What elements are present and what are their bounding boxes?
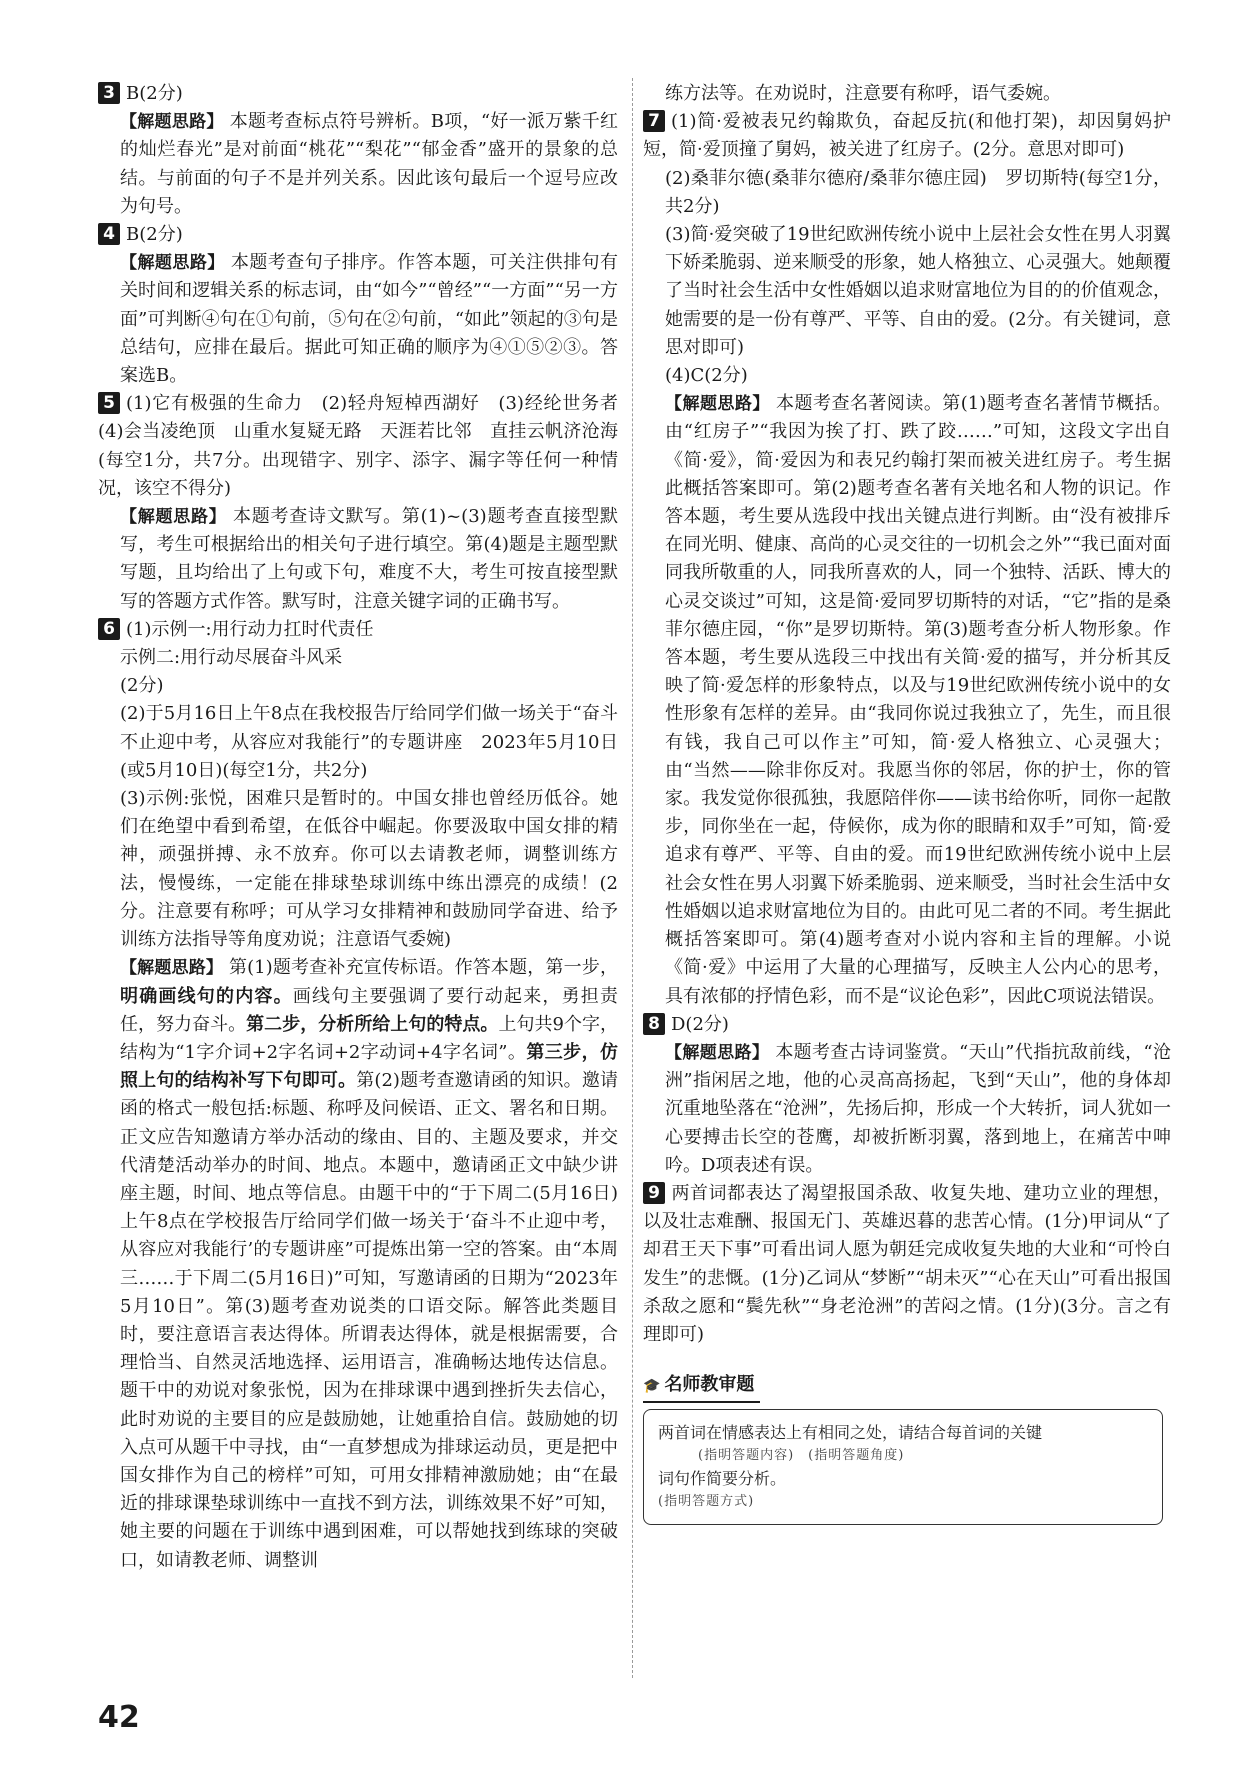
question-number-9: 9 [643,1182,665,1204]
question-6 [98,616,618,644]
question-9 [643,1180,1171,1349]
q4-explanation [98,249,618,390]
question-number-6: 6 [98,618,120,640]
teacher-tips-line-1: 两首词在情感表达上有相同之处，请结合每首词的关键 [658,1423,1043,1443]
q8-explanation [643,1039,1171,1180]
q7-explanation [643,390,1171,1010]
q9-answer: 两首词都表达了渴望报国杀敌、收复失地、建功立业的理想，以及壮志难酬、报国无门、英雄迟暮的悲苦心情。(1分)甲词从“了却君王天下事”可看出词人愿为朝廷完成收复失地的大业和“可怜白发生”的悲慨。(1分)乙词从“梦断”“胡未灭”“心在天山”可看出报国杀敌之愿和“鬓先秋”“身老沧洲”的苦闷之情。(1分)(3分。言之有理即可) [643,1182,1171,1345]
teacher-tips-note-2: (指明答题方式) [658,1494,755,1510]
question-number-5: 5 [98,392,120,414]
q6-step3-bold: 第三步，仿照上句的结构补写下句即可。 [120,1041,618,1092]
q3-text: 本题考查标点符号辨析。B项，“好一派万紫千红的灿烂春光”是对前面“桃花”“梨花”“郁金香”盛开的景象的总结。与前面的句子不是并列关系。因此该句最后一个逗号应改为句号。 [120,111,619,217]
q4-answer: B(2分) [126,224,183,246]
teacher-tips-title [643,1371,760,1403]
question-7 [643,108,1171,164]
question-5 [98,390,636,503]
q6-step1: 第(1)题考查补充宣传标语。作答本题，第一步， [228,957,618,979]
q6-answer-5: (3)示例:张悦，困难只是暂时的。中国女排也曾经历低谷。她们在绝望中看到希望，在低谷中崛起。你要汲取中国女排的精神，顽强拼搏、永不放弃。你可以去请教老师，调整训练方法，慢慢练，一定能在排球垫球训练中练出漂亮的成绩！(2分。注意要有称呼；可从学习女排精神和鼓励同学奋进、给予训练方法指导等角度劝说；注意语气委婉) [120,788,618,951]
q4-text: 本题考查句子排序。作答本题，可关注供排句有关时间和逻辑关系的标志词，由“如今”“曾经”“一方面”“另一方面”可判断④句在①句前，⑤句在②句前，“如此”领起的③句是总结句，应排在最后。据此可知正确的顺序为④①⑤②③。答案选B。 [120,252,619,387]
q8-answer: D(2分) [671,1013,729,1035]
q5-text: 本题考查诗文默写。第(1)~(3)题考查直接型默写，考生可根据给出的相关句子进行填空。第(4)题是主题型默写题，且均给出了上句或下句，难度不大，考生可按直接型默写的答题方式作答。默写时，注意关键字词的正确书写。 [120,506,618,612]
question-number-7: 7 [643,110,665,132]
right-column [643,80,1171,1525]
q3-answer: B(2分) [126,83,183,104]
teacher-tips-box [643,1409,1163,1525]
question-number-4: 4 [98,223,120,245]
q7-answer-1: (1)简·爱被表兄约翰欺负，奋起反抗(和他打架)，却因舅妈护短，简·爱顶撞了舅妈，被关进了红房子。(2分。意思对即可) [643,111,1171,161]
question-number-3: 3 [98,82,120,104]
question-4 [98,221,618,249]
q7-answer-2: (2)桑菲尔德(桑菲尔德府/桑菲尔德庄园) 罗切斯特(每空1分，共2分) [665,167,1171,217]
q6-answer-3: (2分) [120,675,164,697]
teacher-tips-note-1: (指明答题内容) (指明答题角度) [698,1448,905,1464]
question-3 [98,80,618,108]
question-number-8: 8 [643,1013,665,1035]
q6-answer-4: (2)于5月16日上午8点在我校报告厅给同学们做一场关于“奋斗不止迎中考，从容应对我能行”的专题讲座 2023年5月10日(或5月10日)(每空1分，共2分) [120,703,618,781]
q6-step1-bold: 明确画线句的内容。 [120,985,293,1007]
teacher-hat-icon: 🎓 [643,1378,661,1395]
q8-text: 本题考查古诗词鉴赏。“天山”代指抗敌前线，“沧洲”指闲居之地，他的心灵高高扬起，飞到“天山”，他的身体却沉重地坠落在“沧洲”，先扬后抑，形成一个大转折，词人犹如一心要搏击长空的苍鹰，却被折断羽翼，落到地上，在痛苦中呻吟。D项表述有误。 [665,1041,1172,1176]
q6-step2: 画线句主要强调了要行动起来，勇担责任，努力奋斗。 [120,985,619,1035]
q3-explanation [98,108,618,221]
question-8 [643,1011,1171,1039]
q7-answer-3: (3)简·爱突破了19世纪欧洲传统小说中上层社会女性在男人羽翼下娇柔脆弱、逆来顺受的形象，她人格独立、心灵强大。她颠覆了当时社会生活中女性婚姻以追求财富地位为目的的价值观念，她需要的是一份有尊严、平等、自由的爱。(2分。有关键词，意思对即可) [665,224,1171,358]
thinking-label: 【解题思路】 [665,1042,770,1063]
thinking-label: 【解题思路】 [120,112,224,133]
q5-answer: (1)它有极强的生命力 (2)轻舟短棹西湖好 (3)经纶世务者 (4)会当凌绝顶 山重水复疑无路 天涯若比邻 直挂云帆济沧海(每空1分，共7分。出现错字、别字、添字、漏字等任何一种情况，该空不得分) [98,393,636,499]
q6-answer-2: 示例二:用行动尽展奋斗风采 [120,647,343,669]
q6-step4: 第(2)题考查邀请函的知识。邀请函的格式一般包括:标题、称呼及问候语、正文、署名和日期。正文应告知邀请方举办活动的缘由、目的、主题及要求，并交代清楚活动举办的时间、地点。本题中，邀请函正文中缺少讲座主题，时间、地点等信息。由题干中的“于下周二(5月16日)上午8点在学校报告厅给同学们做一场关于‘奋斗不止迎中考，从容应对我能行’的专题讲座”可提炼出第一空的答案。由“本周三……于下周二(5月16日)”可知，写邀请函的日期为“2023年5月10日”。第(3)题考查劝说类的口语交际。解答此类题目时，要注意语言表达得体。所谓表达得体，就是根据需要，合理恰当、自然灵活地选择、运用语言，准确畅达地传达信息。题干中的劝说对象张悦，因为在排球课中遇到挫折失去信心，此时劝说的主要目的应是鼓励她，让她重拾自信。鼓励她的切入点可从题干中寻找，由“一直梦想成为排球运动员，更是把中国女排作为自己的榜样”可知，可用女排精神激励她；由“在最近的排球课垫球训练中一直找不到方法，训练效果不好”可知，她主要的问题在于训练中遇到困难，可以帮她找到练球的突破口，如请教老师、调整训 [120,1070,618,1571]
q6-step3: 上句共9个字，结构为“1字介词+2字名词+2字动词+4字名词”。 [120,1013,619,1063]
column-divider [632,78,633,1678]
thinking-label: 【解题思路】 [120,253,225,274]
q6-answer-1: (1)示例一:用行动力扛时代责任 [126,618,374,640]
q5-explanation [98,503,618,616]
page-number: 42 [98,1700,140,1735]
q6-continuation: 练方法等。在劝说时，注意要有称呼，语气委婉。 [665,83,1061,104]
q6-step2-bold: 第二步，分析所给上句的特点。 [246,1013,499,1035]
thinking-label: 【解题思路】 [120,958,224,979]
q6-explanation [98,954,618,1574]
q7-answer-4: (4)C(2分) [665,365,748,387]
thinking-label: 【解题思路】 [665,394,770,415]
q7-text: 本题考查名著阅读。第(1)题考查名著情节概括。由“红房子”“我因为挨了打、跌了跤……”可知，这段文字出自《简·爱》，简·爱因为和表兄约翰打架而被关进红房子。考生据此概括答案即可。第(2)题考查名著有关地名和人物的识记。作答本题，考生要从选段中找出关键点进行判断。由“没有被排斥在同光明、健康、高尚的心灵交往的一切机会之外”“我已面对面同我所敬重的人，同我所喜欢的人，同一个独特、活跃、博大的心灵交谈过”可知，这是简·爱同罗切斯特的对话，“它”指的是桑菲尔德庄园，“你”是罗切斯特。第(3)题考查分析人物形象。作答本题，考生要从选段三中找出有关简·爱的描写，并分析其反映了简·爱怎样的形象特点，以及与19世纪欧洲传统小说中的女性形象有怎样的差异。由“我同你说过我独立了，先生，而且很有钱，我自己可以作主”可知，简·爱人格独立、心灵强大；由“当然——除非你反对。我愿当你的邻居，你的护士，你的管家。我发觉你很孤独，我愿陪伴你——读书给你听，同你一起散步，同你坐在一起，侍候你，成为你的眼睛和双手”可知，简·爱追求有尊严、平等、自由的爱。而19世纪欧洲传统小说中上层社会女性在男人羽翼下娇柔脆弱、逆来顺受，当时社会生活中女性婚姻以追求财富地位为目的。由此可见二者的不同。考生据此概括答案即可。第(4)题考查对小说内容和主旨的理解。小说《简·爱》中运用了大量的心理描写，反映主人公内心的思考，具有浓郁的抒情色彩，而不是“议论色彩”，因此C项说法错误。 [665,393,1171,1007]
left-column [98,80,636,1575]
thinking-label: 【解题思路】 [120,507,227,528]
teacher-tips-line-2: 词句作简要分析。 [658,1469,787,1489]
teacher-tips-title-text: 名师教审题 [664,1374,755,1396]
